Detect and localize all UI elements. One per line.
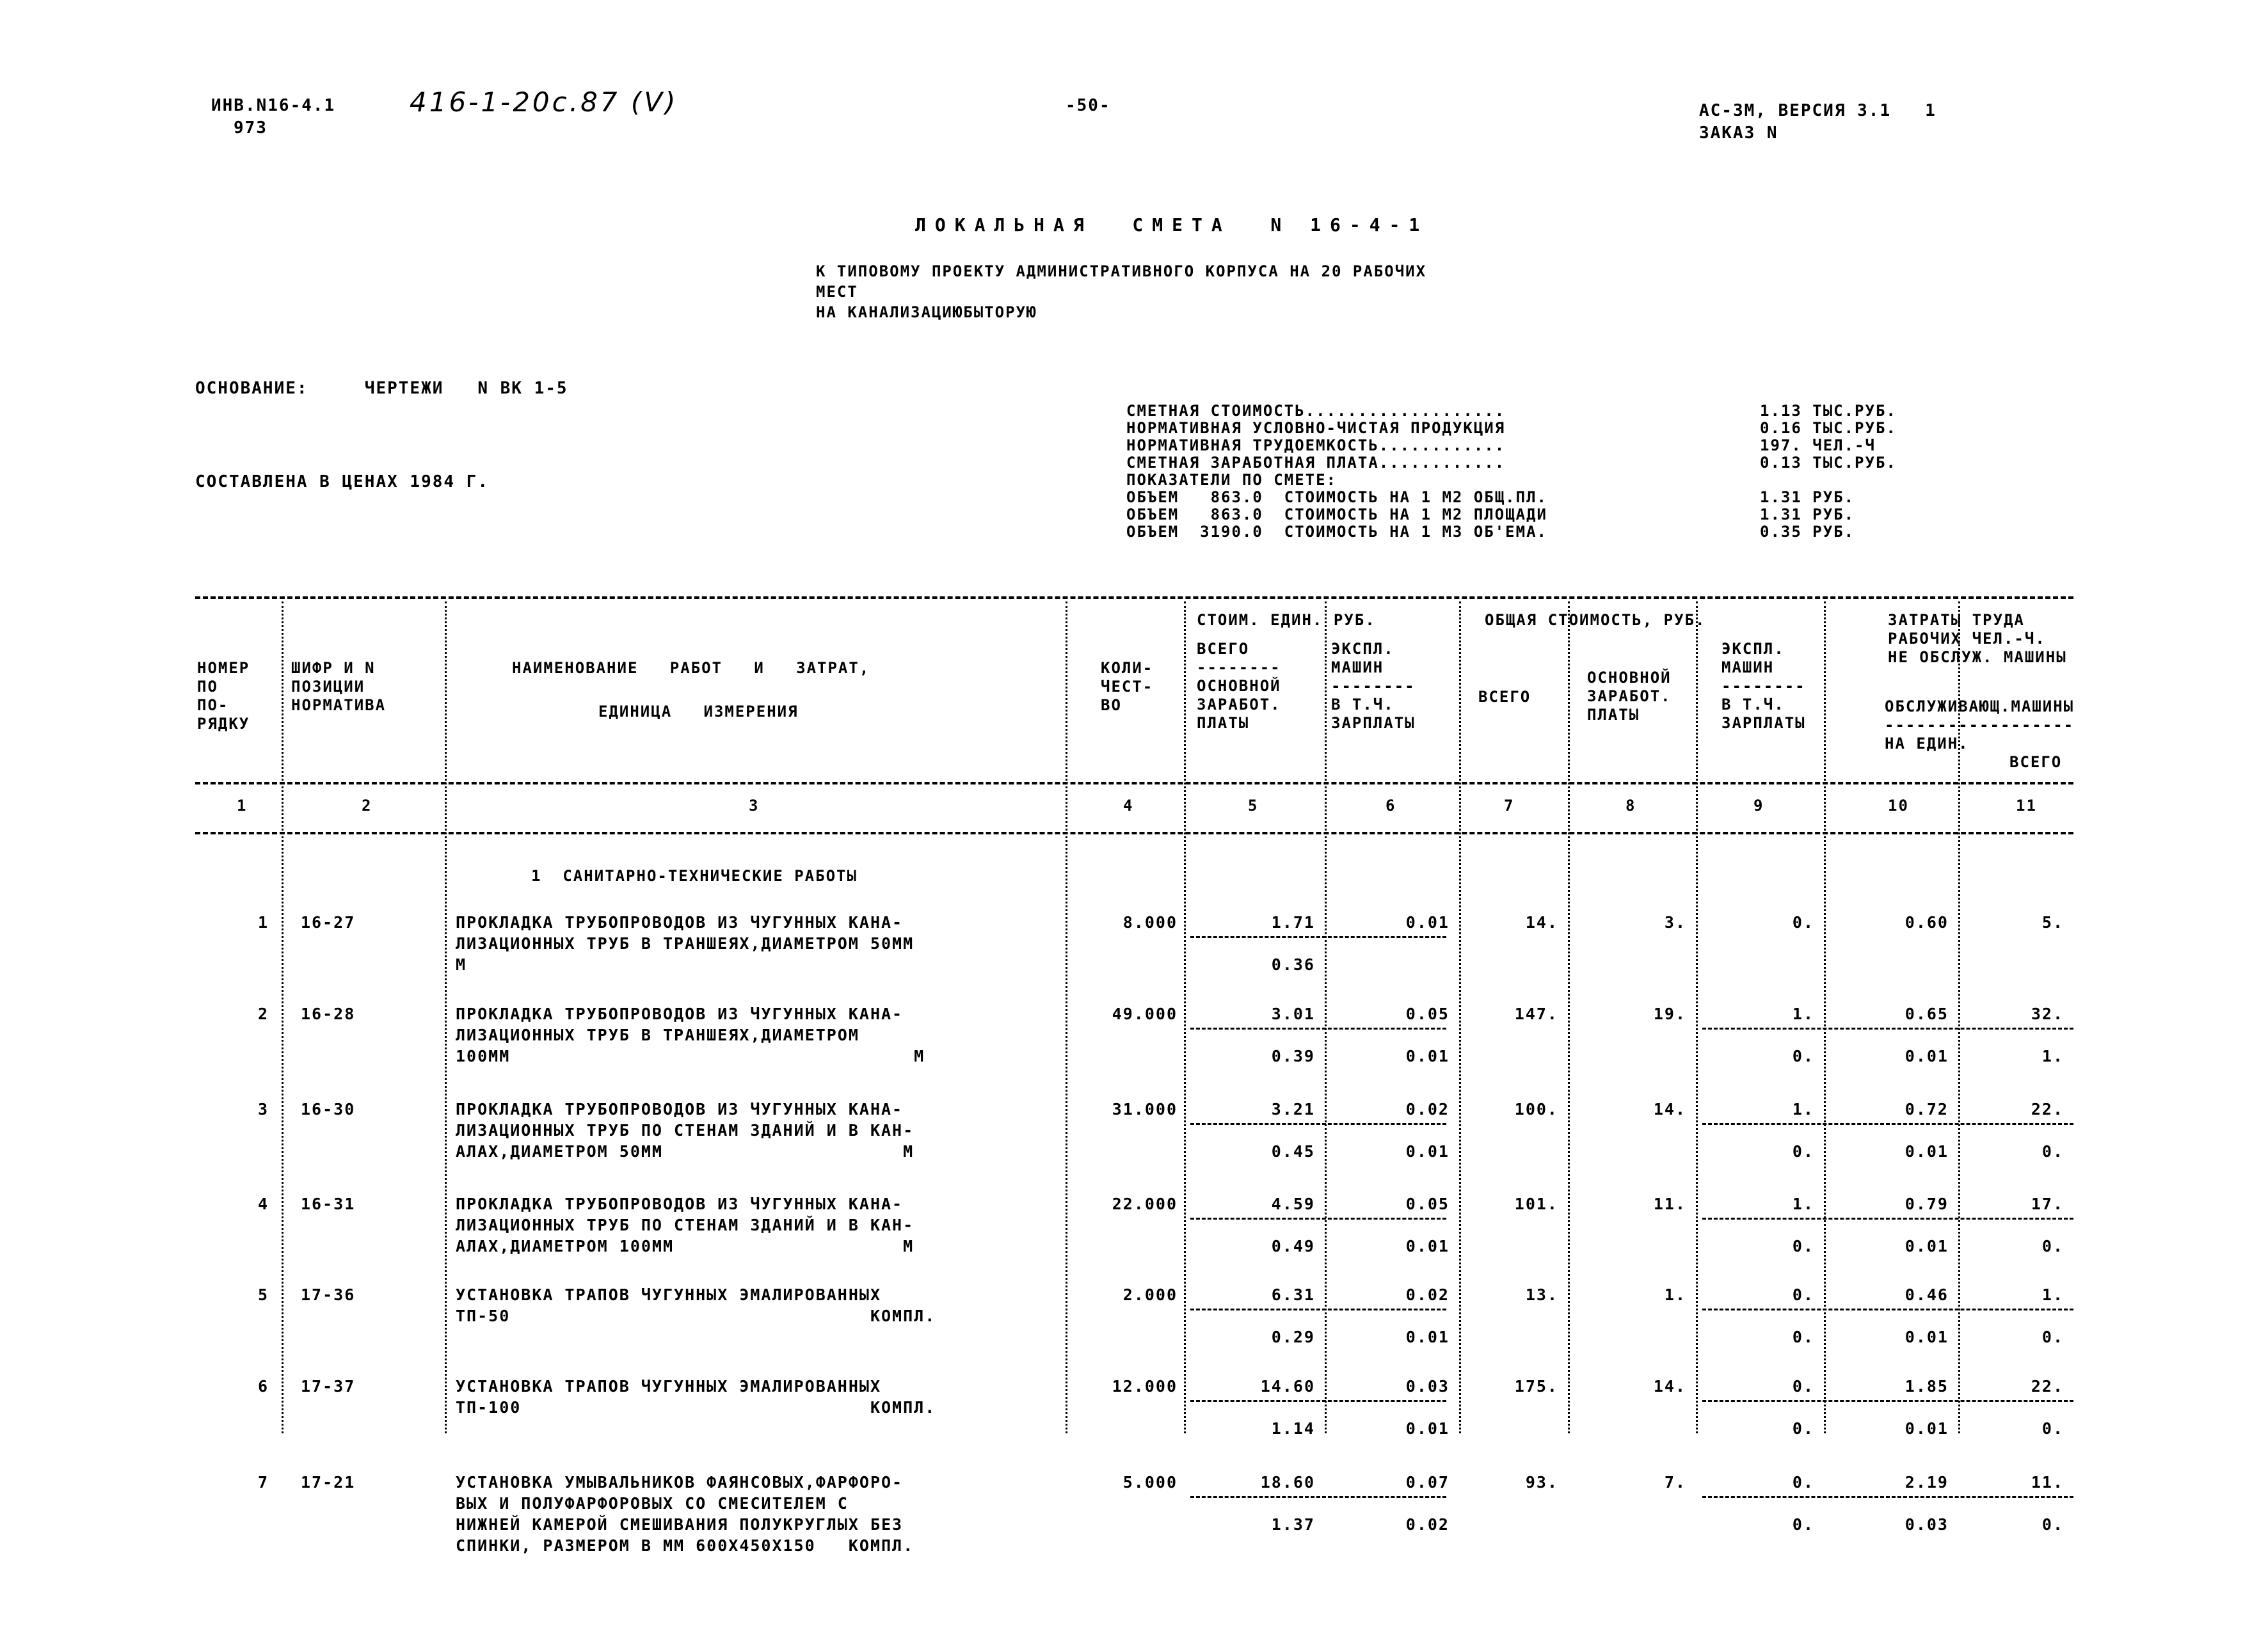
column-number: 4 xyxy=(1123,797,1134,815)
row-unit-total: 1.71 xyxy=(1271,913,1315,932)
row-number: 6 xyxy=(257,1377,269,1396)
row-total-cost: 13. xyxy=(1525,1286,1558,1304)
row-labor-total: 17. xyxy=(2031,1195,2064,1213)
row-name-line: 100ММ М xyxy=(456,1047,925,1065)
row-labor-total: 1. xyxy=(2041,1286,2064,1304)
row-total-wages: 19. xyxy=(1653,1005,1686,1023)
row-labor-total-2: 1. xyxy=(2041,1047,2064,1065)
basis-line: ОСНОВАНИЕ: ЧЕРТЕЖИ N ВК 1-5 xyxy=(195,379,568,398)
col-header-number: НОМЕР ПО ПО- РЯДКУ xyxy=(197,659,250,733)
column-number: 10 xyxy=(1888,797,1909,815)
row-code: 17-21 xyxy=(301,1473,356,1492)
row-unit-machines: 0.05 xyxy=(1405,1195,1449,1213)
column-number: 5 xyxy=(1248,797,1259,815)
row-labor-unit: 1.85 xyxy=(1905,1377,1949,1396)
column-number: 3 xyxy=(749,797,760,815)
row-unit-machines: 0.05 xyxy=(1405,1005,1449,1023)
row-total-machines: 0. xyxy=(1792,913,1814,932)
row-unit-total: 14.60 xyxy=(1260,1377,1315,1396)
row-name-line: УСТАНОВКА УМЫВАЛЬНИКОВ ФАЯНСОВЫХ,ФАРФОРО- xyxy=(456,1473,904,1492)
row-code: 16-31 xyxy=(301,1195,356,1213)
row-unit-wages: 1.37 xyxy=(1271,1515,1315,1534)
cell-divider xyxy=(1190,936,1446,938)
row-number: 3 xyxy=(257,1100,269,1119)
row-number: 5 xyxy=(257,1286,269,1304)
row-unit-machines: 0.02 xyxy=(1405,1100,1449,1119)
row-name-line: АЛАХ,ДИАМЕТРОМ 50ММ М xyxy=(456,1142,914,1161)
row-total-wages: 11. xyxy=(1653,1195,1686,1213)
row-labor-total: 22. xyxy=(2031,1377,2064,1396)
row-unit-machine-wages: 0.01 xyxy=(1405,1328,1449,1346)
summary-label: НОРМАТИВНАЯ УСЛОВНО-ЧИСТАЯ ПРОДУКЦИЯ xyxy=(1126,419,1506,437)
row-unit-machines: 0.03 xyxy=(1405,1377,1449,1396)
column-separator xyxy=(1066,601,1067,1433)
summary-label: ОБЪЕМ 863.0 СТОИМОСТЬ НА 1 М2 ПЛОЩАДИ xyxy=(1126,506,1547,523)
column-separator xyxy=(1696,601,1698,1433)
cell-divider xyxy=(1702,1496,2073,1498)
row-unit-wages: 0.29 xyxy=(1271,1328,1315,1346)
prices-year-line: СОСТАВЛЕНА В ЦЕНАХ 1984 Г. xyxy=(195,472,489,491)
col-header-5: ВСЕГО -------- ОСНОВНОЙ ЗАРАБОТ. ПЛАТЫ xyxy=(1197,640,1281,732)
column-separator xyxy=(1459,601,1461,1433)
row-labor-total: 11. xyxy=(2031,1473,2064,1492)
row-unit-wages: 1.14 xyxy=(1271,1419,1315,1438)
summary-label: СМЕТНАЯ СТОИМОСТЬ................... xyxy=(1126,402,1506,420)
column-separator xyxy=(445,601,447,1433)
row-labor-unit-2: 0.03 xyxy=(1905,1515,1949,1534)
row-total-machine-wages: 0. xyxy=(1792,1419,1814,1438)
order-label: ЗАКАЗ N xyxy=(1699,123,1778,143)
cell-divider xyxy=(1190,1400,1446,1402)
title-line-3: НА КАНАЛИЗАЦИЮБЫТОРУЮ xyxy=(816,303,1037,321)
inventory-sub-number: 973 xyxy=(234,118,268,138)
column-number: 9 xyxy=(1753,797,1764,815)
row-unit-machine-wages: 0.02 xyxy=(1405,1515,1449,1534)
row-labor-unit-2: 0.01 xyxy=(1905,1237,1949,1255)
row-unit-wages: 0.49 xyxy=(1271,1237,1315,1255)
row-code: 17-36 xyxy=(301,1286,356,1304)
column-number: 2 xyxy=(362,797,372,815)
col-header-6: ЭКСПЛ. МАШИН -------- В Т.Ч. ЗАРПЛАТЫ xyxy=(1331,640,1416,732)
row-quantity: 8.000 xyxy=(1122,913,1178,932)
handwritten-note: 416-1-20c.87 (V) xyxy=(410,86,678,118)
row-number: 2 xyxy=(257,1005,269,1023)
row-quantity: 22.000 xyxy=(1112,1195,1178,1213)
row-number: 1 xyxy=(257,913,269,932)
document-title: ЛОКАЛЬНАЯ СМЕТА N 16-4-1 xyxy=(915,214,1429,235)
cell-divider xyxy=(1702,1309,2073,1310)
row-total-wages: 1. xyxy=(1664,1286,1686,1304)
column-number: 1 xyxy=(237,797,248,815)
row-code: 16-30 xyxy=(301,1100,356,1119)
cell-divider xyxy=(1190,1218,1446,1220)
column-number: 7 xyxy=(1504,797,1515,815)
col-header-8: ОСНОВНОЙ ЗАРАБОТ. ПЛАТЫ xyxy=(1587,669,1672,724)
summary-value: 1.31 РУБ. xyxy=(1760,506,1855,523)
row-name-line: ЛИЗАЦИОННЫХ ТРУБ В ТРАНШЕЯХ,ДИАМЕТРОМ 50ММ xyxy=(456,934,914,953)
row-name-line: М xyxy=(456,955,467,974)
col-group-total-cost: ОБЩАЯ СТОИМОСТЬ, РУБ. xyxy=(1485,611,1706,629)
row-name-line: ПРОКЛАДКА ТРУБОПРОВОДОВ ИЗ ЧУГУННЫХ КАНА- xyxy=(456,1195,904,1213)
col-group-unit-cost: СТОИМ. ЕДИН. РУБ. xyxy=(1197,611,1376,629)
row-code: 17-37 xyxy=(301,1377,356,1396)
row-labor-unit: 0.79 xyxy=(1905,1195,1949,1213)
row-quantity: 12.000 xyxy=(1112,1377,1178,1396)
row-unit-machine-wages: 0.01 xyxy=(1405,1047,1449,1065)
row-unit-total: 18.60 xyxy=(1260,1473,1315,1492)
row-labor-unit: 2.19 xyxy=(1905,1473,1949,1492)
row-name-line: НИЖНЕЙ КАМЕРОЙ СМЕШИВАНИЯ ПОЛУКРУГЛЫХ БЕЗ xyxy=(456,1515,904,1534)
row-code: 16-27 xyxy=(301,913,356,932)
row-total-machine-wages: 0. xyxy=(1792,1047,1814,1065)
header-top-rule xyxy=(195,596,2073,599)
row-total-machines: 0. xyxy=(1792,1473,1814,1492)
summary-label: ОБЪЕМ 3190.0 СТОИМОСТЬ НА 1 М3 ОБ'ЕМА. xyxy=(1126,523,1547,541)
row-labor-unit-2: 0.01 xyxy=(1905,1047,1949,1065)
row-labor-total-2: 0. xyxy=(2041,1142,2064,1161)
row-total-machines: 1. xyxy=(1792,1005,1814,1023)
summary-value: 1.13 ТЫС.РУБ. xyxy=(1760,402,1897,420)
page-number: -50- xyxy=(1066,96,1111,115)
row-unit-total: 4.59 xyxy=(1271,1195,1315,1213)
column-numbers-rule xyxy=(195,832,2073,834)
row-total-machine-wages: 0. xyxy=(1792,1142,1814,1161)
row-total-machine-wages: 0. xyxy=(1792,1237,1814,1255)
col-header-quantity: КОЛИ- ЧЕСТ- ВО xyxy=(1101,659,1154,714)
section-title: 1 САНИТАРНО-ТЕХНИЧЕСКИЕ РАБОТЫ xyxy=(531,867,858,885)
header-bottom-rule xyxy=(195,782,2073,784)
col-header-name: НАИМЕНОВАНИЕ РАБОТ И ЗАТРАТ, xyxy=(512,659,870,677)
row-code: 16-28 xyxy=(301,1005,356,1023)
row-name-line: ПРОКЛАДКА ТРУБОПРОВОДОВ ИЗ ЧУГУННЫХ КАНА- xyxy=(456,1100,904,1119)
row-total-machine-wages: 0. xyxy=(1792,1328,1814,1346)
row-name-line: СПИНКИ, РАЗМЕРОМ В ММ 600Х450Х150 КОМПЛ. xyxy=(456,1536,914,1555)
row-name-line: ЛИЗАЦИОННЫХ ТРУБ В ТРАНШЕЯХ,ДИАМЕТРОМ xyxy=(456,1026,859,1044)
cell-divider xyxy=(1702,1123,2073,1125)
row-quantity: 49.000 xyxy=(1112,1005,1178,1023)
row-total-machines: 1. xyxy=(1792,1100,1814,1119)
summary-value: 197. ЧЕЛ.-Ч xyxy=(1760,436,1876,454)
column-number: 8 xyxy=(1625,797,1636,815)
column-number: 6 xyxy=(1386,797,1396,815)
row-unit-machine-wages: 0.01 xyxy=(1405,1237,1449,1255)
column-separator xyxy=(1568,601,1570,1433)
row-total-cost: 147. xyxy=(1514,1005,1558,1023)
row-total-machines: 0. xyxy=(1792,1377,1814,1396)
row-total-wages: 14. xyxy=(1653,1100,1686,1119)
cell-divider xyxy=(1702,1218,2073,1220)
summary-label: НОРМАТИВНАЯ ТРУДОЕМКОСТЬ............ xyxy=(1126,436,1506,454)
row-name-line: ЛИЗАЦИОННЫХ ТРУБ ПО СТЕНАМ ЗДАНИЙ И В КАН- xyxy=(456,1121,914,1140)
row-name-line: ЛИЗАЦИОННЫХ ТРУБ ПО СТЕНАМ ЗДАНИЙ И В КАН- xyxy=(456,1216,914,1234)
row-unit-machines: 0.07 xyxy=(1405,1473,1449,1492)
row-unit-machine-wages: 0.01 xyxy=(1405,1142,1449,1161)
cell-divider xyxy=(1702,1400,2073,1402)
row-labor-unit-2: 0.01 xyxy=(1905,1328,1949,1346)
col-header-11: ВСЕГО xyxy=(2009,753,2063,771)
cell-divider xyxy=(1190,1123,1446,1125)
row-quantity: 2.000 xyxy=(1122,1286,1178,1304)
row-unit-wages: 0.36 xyxy=(1271,955,1315,974)
cell-divider xyxy=(1190,1309,1446,1310)
row-unit-machines: 0.01 xyxy=(1405,913,1449,932)
row-labor-total: 22. xyxy=(2031,1100,2064,1119)
row-unit-total: 3.21 xyxy=(1271,1100,1315,1119)
row-unit-machine-wages: 0.01 xyxy=(1405,1419,1449,1438)
version-label: АС-3М, ВЕРСИЯ 3.1 1 xyxy=(1699,101,1937,120)
summary-value: 0.13 ТЫС.РУБ. xyxy=(1760,454,1897,472)
row-name-line: ВЫХ И ПОЛУФАРФОРОВЫХ СО СМЕСИТЕЛЕМ С xyxy=(456,1494,849,1513)
column-separator xyxy=(282,601,284,1433)
column-separator xyxy=(1184,601,1186,1433)
row-name-line: АЛАХ,ДИАМЕТРОМ 100ММ М xyxy=(456,1237,914,1255)
row-labor-total-2: 0. xyxy=(2041,1328,2064,1346)
row-labor-total-2: 0. xyxy=(2041,1419,2064,1438)
row-quantity: 31.000 xyxy=(1112,1100,1178,1119)
title-line-1: К ТИПОВОМУ ПРОЕКТУ АДМИНИСТРАТИВНОГО КОРПУСА НА 20 РАБОЧИХ xyxy=(816,262,1427,280)
summary-label: ОБЪЕМ 863.0 СТОИМОСТЬ НА 1 М2 ОБЩ.ПЛ. xyxy=(1126,488,1547,506)
cell-divider xyxy=(1190,1028,1446,1030)
col-header-unit: ЕДИНИЦА ИЗМЕРЕНИЯ xyxy=(598,703,799,720)
row-labor-unit: 0.72 xyxy=(1905,1100,1949,1119)
row-total-cost: 175. xyxy=(1514,1377,1558,1396)
row-total-machines: 0. xyxy=(1792,1286,1814,1304)
cell-divider xyxy=(1702,1028,2073,1030)
col-header-7: ВСЕГО xyxy=(1478,688,1531,706)
row-labor-unit-2: 0.01 xyxy=(1905,1142,1949,1161)
row-total-wages: 3. xyxy=(1664,913,1686,932)
row-labor-total-2: 0. xyxy=(2041,1237,2064,1255)
row-name-line: ПРОКЛАДКА ТРУБОПРОВОДОВ ИЗ ЧУГУННЫХ КАНА- xyxy=(456,913,904,932)
row-number: 4 xyxy=(257,1195,269,1213)
row-total-wages: 7. xyxy=(1664,1473,1686,1492)
row-name-line: УСТАНОВКА ТРАПОВ ЧУГУННЫХ ЭМАЛИРОВАННЫХ xyxy=(456,1286,881,1304)
col-header-10: ОБСЛУЖИВАЮЩ.МАШИНЫ ------------------ НА ЕДИН. xyxy=(1885,697,2075,752)
row-total-machine-wages: 0. xyxy=(1792,1515,1814,1534)
row-labor-total: 32. xyxy=(2031,1005,2064,1023)
row-labor-total-2: 0. xyxy=(2041,1515,2064,1534)
row-name-line: ПРОКЛАДКА ТРУБОПРОВОДОВ ИЗ ЧУГУННЫХ КАНА- xyxy=(456,1005,904,1023)
row-labor-unit: 0.60 xyxy=(1905,913,1949,932)
row-name-line: УСТАНОВКА ТРАПОВ ЧУГУННЫХ ЭМАЛИРОВАННЫХ xyxy=(456,1377,881,1396)
row-unit-wages: 0.45 xyxy=(1271,1142,1315,1161)
summary-value: 0.35 РУБ. xyxy=(1760,523,1855,541)
row-labor-unit: 0.46 xyxy=(1905,1286,1949,1304)
row-total-cost: 93. xyxy=(1525,1473,1558,1492)
col-group-labor: ЗАТРАТЫ ТРУДА РАБОЧИХ ЧЕЛ.-Ч. НЕ ОБСЛУЖ. МАШИНЫ xyxy=(1888,611,2067,666)
row-unit-total: 3.01 xyxy=(1271,1005,1315,1023)
row-total-cost: 14. xyxy=(1525,913,1558,932)
row-name-line: ТП-50 КОМПЛ. xyxy=(456,1307,936,1325)
col-header-9: ЭКСПЛ. МАШИН -------- В Т.Ч. ЗАРПЛАТЫ xyxy=(1721,640,1806,732)
row-unit-wages: 0.39 xyxy=(1271,1047,1315,1065)
row-total-machines: 1. xyxy=(1792,1195,1814,1213)
summary-value: 0.16 ТЫС.РУБ. xyxy=(1760,419,1897,437)
summary-value: 1.31 РУБ. xyxy=(1760,488,1855,506)
row-unit-machines: 0.02 xyxy=(1405,1286,1449,1304)
row-labor-unit-2: 0.01 xyxy=(1905,1419,1949,1438)
row-total-cost: 101. xyxy=(1514,1195,1558,1213)
row-labor-total: 5. xyxy=(2041,913,2064,932)
summary-label: СМЕТНАЯ ЗАРАБОТНАЯ ПЛАТА............ xyxy=(1126,454,1506,472)
summary-label: ПОКАЗАТЕЛИ ПО СМЕТЕ: xyxy=(1126,471,1337,489)
col-header-code: ШИФР И N ПОЗИЦИИ НОРМАТИВА xyxy=(291,659,387,714)
title-line-2: МЕСТ xyxy=(816,283,858,301)
inventory-number: ИНВ.N16-4.1 xyxy=(211,96,336,115)
row-quantity: 5.000 xyxy=(1122,1473,1178,1492)
row-name-line: ТП-100 КОМПЛ. xyxy=(456,1398,936,1417)
row-total-cost: 100. xyxy=(1514,1100,1558,1119)
row-labor-unit: 0.65 xyxy=(1905,1005,1949,1023)
row-unit-total: 6.31 xyxy=(1271,1286,1315,1304)
row-number: 7 xyxy=(257,1473,269,1492)
row-total-wages: 14. xyxy=(1653,1377,1686,1396)
cell-divider xyxy=(1190,1496,1446,1498)
column-number: 11 xyxy=(2016,797,2037,815)
